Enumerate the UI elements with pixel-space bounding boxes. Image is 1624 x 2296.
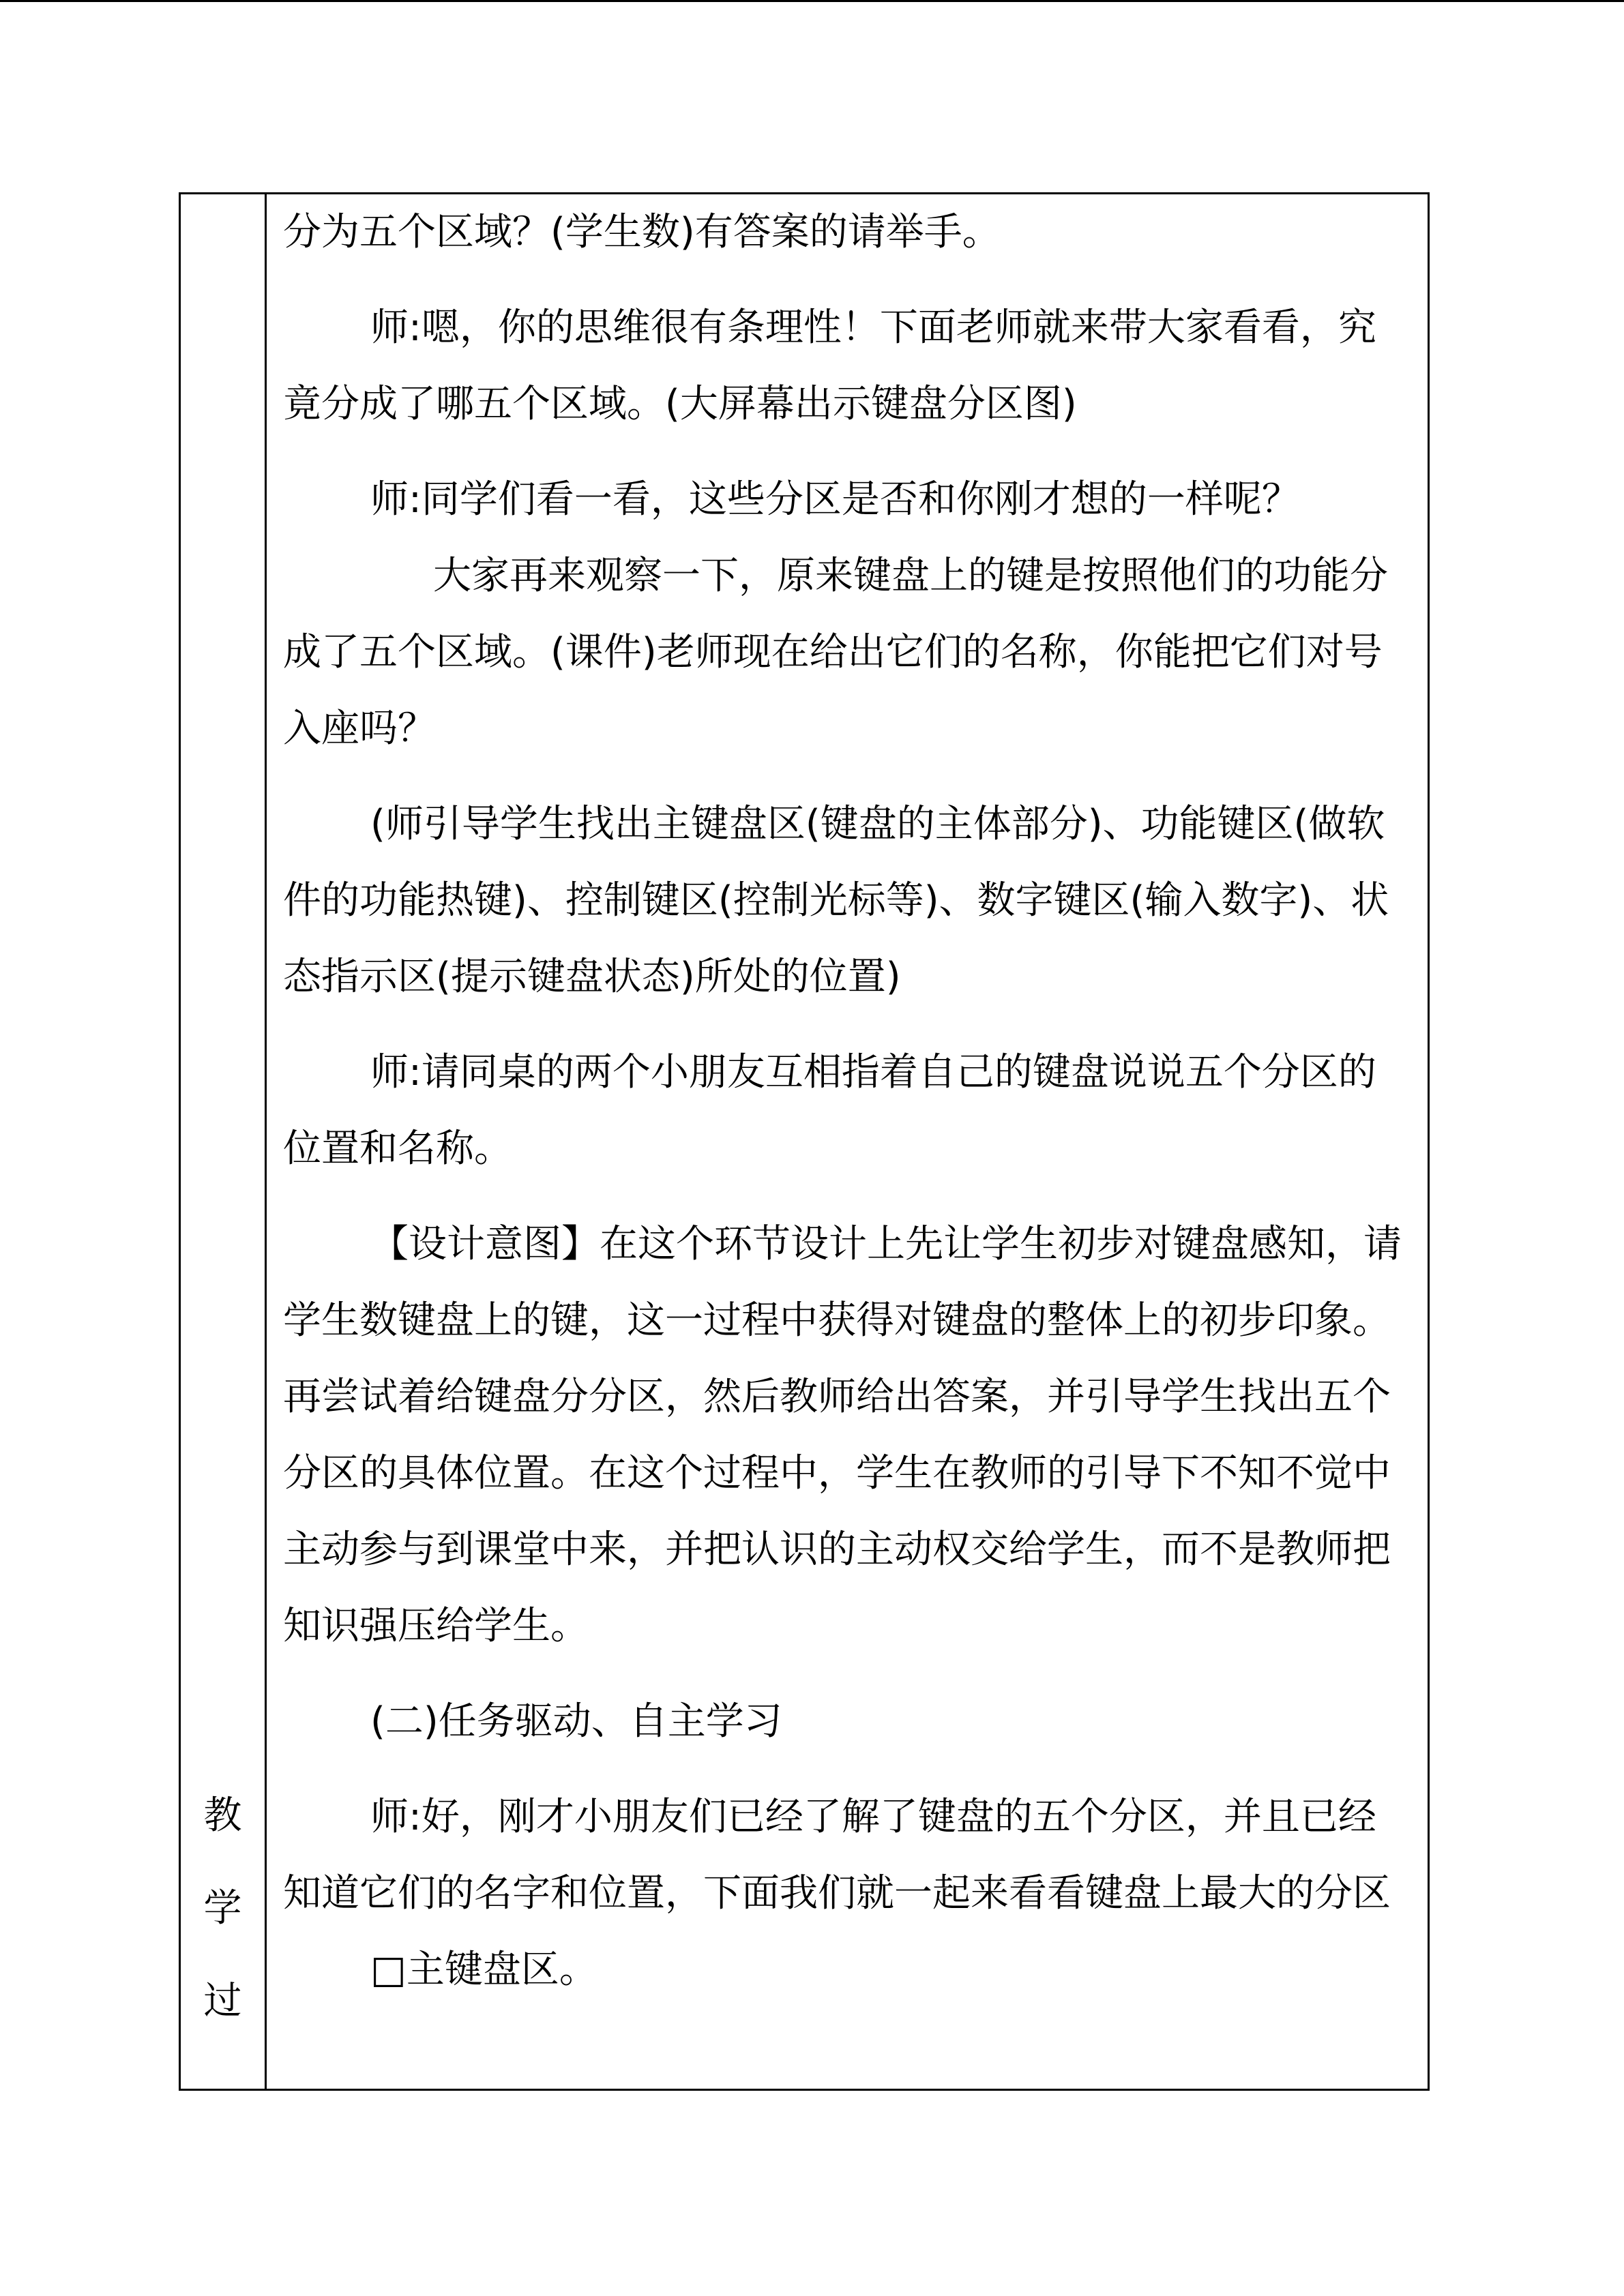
lesson-table [179, 192, 1430, 2091]
paragraph-text: (二)任务驱动、自主学习 [370, 1699, 782, 1744]
paragraph-text: (师引导学生找出主键盘区(键盘的主体部分)、功能键区(做软件的功能热键)、控制键区(控制光标等)、数字键区(输入数字)、状态指示区(提示键盘状态)所处的位置) [283, 802, 1389, 999]
paragraph-teacher-question [283, 462, 1402, 767]
side-label-char: 教 [203, 1793, 242, 1838]
paragraph-guide-zones [283, 786, 1402, 1015]
side-label-char: 学 [203, 1886, 242, 1930]
paragraph-text: 师:请同桌的两个小朋友互相指着自己的键盘说说五个分区的位置和名称。 [283, 1050, 1376, 1171]
column-divider [265, 194, 267, 2089]
paragraph-text: 主键盘区。 [406, 1948, 597, 1992]
missing-glyph-box: □ [370, 1948, 407, 1992]
side-label-char: 过 [203, 1979, 242, 2023]
paragraph-design-intent [283, 1206, 1402, 1665]
paragraph-text: 分为五个区域？(学生数)有答案的请举手。 [283, 210, 1001, 254]
section-heading-task-driven [283, 1684, 1402, 1760]
top-border-line [0, 0, 1624, 2]
paragraph-teacher-praise [283, 290, 1402, 443]
lesson-content [283, 194, 1402, 2008]
side-label-column [181, 1770, 265, 2048]
paragraph-intro-continued [283, 194, 1402, 271]
paragraph-pair-activity [283, 1034, 1402, 1187]
paragraph-text: 大家再来观察一下，原来键盘上的键是按照他们的功能分成了五个区域。(课件)老师现在给出它们的名称，你能把它们对号入座吗？ [283, 554, 1388, 751]
paragraph-main-keyboard [283, 1779, 1402, 2008]
paragraph-text: 【设计意图】在这个环节设计上先让学生初步对键盘感知，请学生数键盘上的键，这一过程中获得对键盘的整体上的初步印象。再尝试着给键盘分分区，然后教师给出答案，并引导学生找出五个分区的具体位置。在这个过程中，学生在教师的引导下不知不觉中主动参与到课堂中来，并把认识的主动权交给学生，而不是教师把知识强压给学生。 [283, 1222, 1402, 1648]
paragraph-text: 师:嗯，你的思维很有条理性！下面老师就来带大家看看，究竟分成了哪五个区域。(大屏幕出示键盘分区图) [283, 305, 1376, 426]
paragraph-text: 师:同学们看一看，这些分区是否和你刚才想的一样呢？ [370, 477, 1300, 522]
paragraph-text: 师:好，刚才小朋友们已经了解了键盘的五个分区，并且已经知道它们的名字和位置，下面我们就一起来看看键盘上最大的分区 [283, 1795, 1391, 1915]
